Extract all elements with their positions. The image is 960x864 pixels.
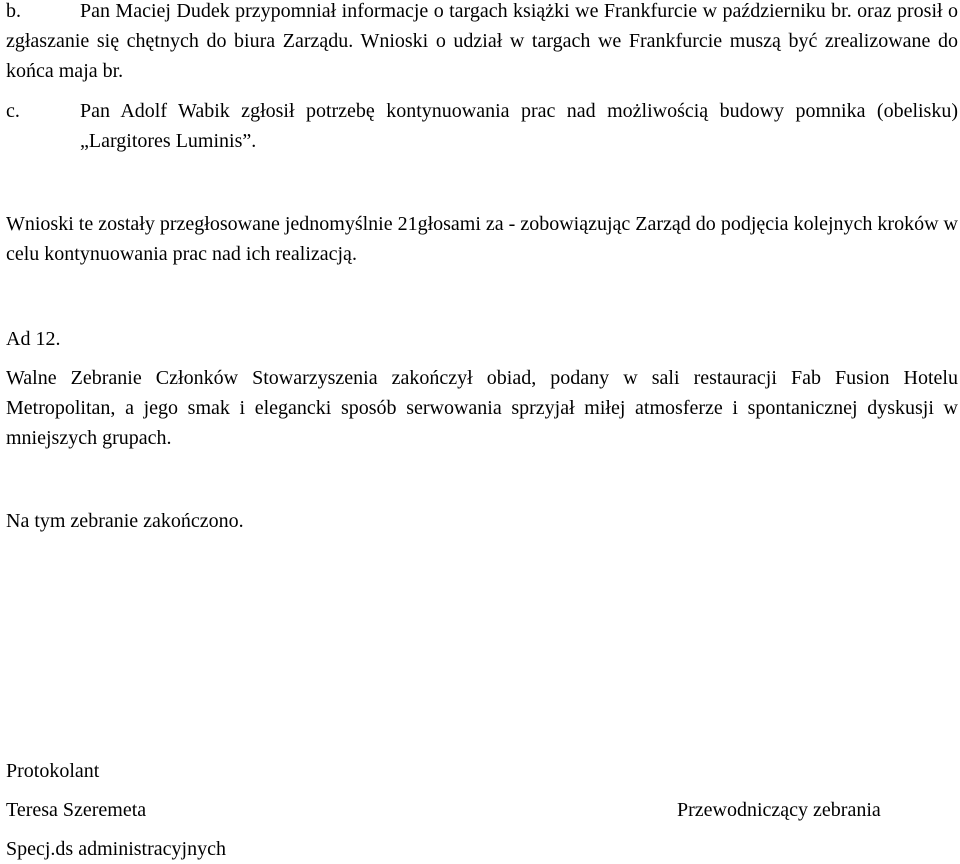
section-heading: Ad 12.	[6, 328, 61, 350]
list-item-b	[6, 0, 958, 86]
recorder-title: Specj.ds administracyjnych	[6, 838, 226, 860]
recorder-role: Protokolant	[6, 760, 100, 782]
chair-role: Przewodniczący zebrania	[677, 799, 881, 821]
list-item-b-text: Pan Maciej Dudek przypomniał informacje o targach książki we Frankfurcie w październiku br. oraz prosił o zgłaszanie się chętnych do biura Zarządu. Wnioski o udział w targach we Frankfurcie muszą być zrealizowane do końca maja br.	[6, 0, 958, 82]
votes-paragraph: Wnioski te zostały przegłosowane jednomyślnie 21głosami za - zobowiązując Zarząd do podjęcia kolejnych kroków w celu kontynuowania prac nad ich realizacją.	[6, 213, 958, 265]
list-item-c	[6, 96, 958, 156]
recorder-name: Teresa Szeremeta	[6, 799, 147, 821]
closing-sentence: Na tym zebranie zakończono.	[6, 510, 244, 532]
list-marker-b: b.	[6, 0, 21, 22]
list-item-c-text: Pan Adolf Wabik zgłosił potrzebę kontynuowania prac nad możliwością budowy pomnika (obelisku) „Largitores Luminis”.	[80, 100, 958, 152]
list-marker-c: c.	[6, 100, 20, 122]
dinner-paragraph: Walne Zebranie Członków Stowarzyszenia zakończył obiad, podany w sali restauracji Fab Fusion Hotelu Metropolitan, a jego smak i elegancki sposób serwowania sprzyjał miłej atmosferze i spontanicznej dyskusji w mniejszych grupach.	[6, 367, 958, 449]
